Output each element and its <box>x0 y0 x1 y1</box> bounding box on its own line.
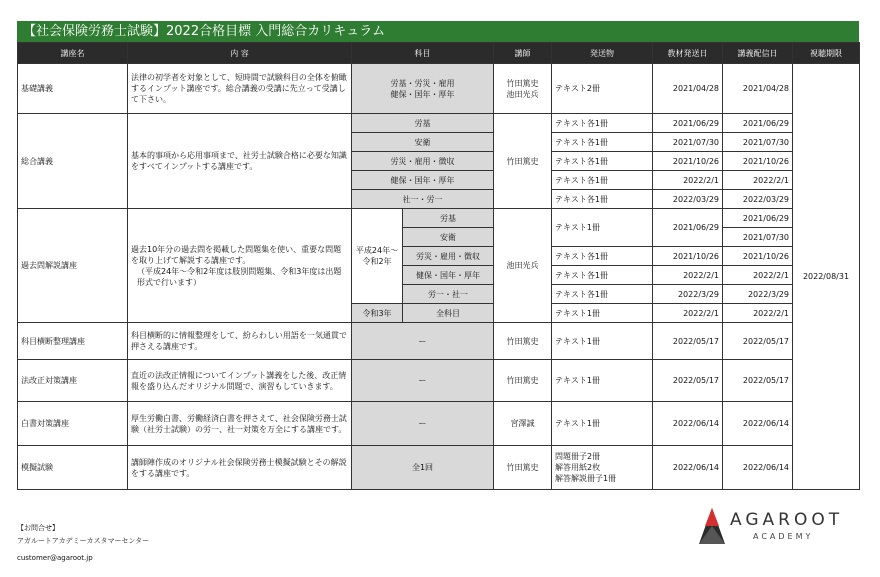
shipment-line: 解答解説冊子1冊 <box>555 474 617 483</box>
ship-date-cell: 2021/06/29 <box>653 209 723 247</box>
subject-cell: 全1回 <box>352 446 494 490</box>
course-description: 科目横断的に情報整理をして、紛らわしい用語を一気通貫で押さえる講座です。 <box>128 323 352 360</box>
shipment-cell: テキスト1冊 <box>552 402 653 446</box>
subject-cell: ー <box>352 402 494 446</box>
table-row <box>18 209 860 228</box>
release-date-cell: 2021/04/28 <box>723 64 793 114</box>
teacher-name: 竹田篤史 <box>494 446 552 490</box>
contact-heading: 【お問合せ】 <box>17 524 59 532</box>
course-description: 基本的事項から応用事項まで、社労士試験合格に必要な知識をすべてインプットする講座です。 <box>128 114 352 209</box>
header-shipment: 発送物 <box>552 43 653 64</box>
shipment-cell: テキスト各1冊 <box>552 171 653 190</box>
release-date-cell: 2021/06/29 <box>723 209 793 228</box>
ship-date-cell: 2022/06/14 <box>653 446 723 490</box>
description-line: 過去10年分の過去問を掲載した問題集を使い、重要な問題を取り上げて解説する講座です。 <box>131 244 342 265</box>
subject-cell: 労基 <box>403 209 494 228</box>
shipment-cell: テキスト各1冊 <box>552 133 653 152</box>
subject-cell: ー <box>352 360 494 402</box>
shipment-cell: テキスト各1冊 <box>552 247 653 266</box>
release-date-cell: 2022/05/17 <box>723 323 793 360</box>
subject-cell: 安衛 <box>352 133 494 152</box>
course-description: 法律の初学者を対象として、短時間で試験科目の全体を俯瞰するインプット講座です。総合講義の受講に先立って受講して下さい。 <box>128 64 352 114</box>
shipment-cell: テキスト各1冊 <box>552 152 653 171</box>
teacher-name: 竹田篤史 <box>494 360 552 402</box>
course-description: 厚生労働白書、労働経済白書を押さえて、社会保険労務士試験（社労士試験）の労一、社一対策を万全にする講座です。 <box>128 402 352 446</box>
logo-triangle-icon <box>697 506 727 546</box>
release-date-cell: 2022/06/14 <box>723 402 793 446</box>
shipment-cell: テキスト1冊 <box>552 323 653 360</box>
subject-cell: 健保・国年・厚年 <box>352 171 494 190</box>
teacher-name: 竹田篤史 <box>494 114 552 209</box>
release-date-cell: 2021/06/29 <box>723 114 793 133</box>
course-name: 模擬試験 <box>18 446 128 490</box>
course-description: 直近の法改正情報についてインプット講義をした後、改正情報を盛り込んだオリジナル問題で、演習もしていきます。 <box>128 360 352 402</box>
ship-date-cell: 2022/2/1 <box>653 304 723 323</box>
subject-cell <box>352 64 494 114</box>
teacher-name: 竹田篤史 <box>494 323 552 360</box>
logo-sub: ACADEMY <box>753 532 814 541</box>
subject-cell: 労災・雇用・徴収 <box>403 247 494 266</box>
subject-line: 労基・労災・雇用 <box>390 78 455 88</box>
period-label: 平成24年～令和2年 <box>352 209 403 304</box>
table-row <box>18 402 860 446</box>
ship-date-cell: 2022/05/17 <box>653 323 723 360</box>
teacher-name: 宮澤誠 <box>494 402 552 446</box>
ship-date-cell: 2021/10/26 <box>653 247 723 266</box>
table-row <box>18 64 860 114</box>
table-row <box>18 360 860 402</box>
release-date-cell: 2021/07/30 <box>723 133 793 152</box>
course-name: 基礎講義 <box>18 64 128 114</box>
logo-brand: AGAROOT <box>730 510 844 530</box>
shipment-line: 解答用紙2枚 <box>555 463 601 472</box>
teacher-name: 池田光兵 <box>494 209 552 323</box>
release-date-cell: 2022/03/29 <box>723 190 793 209</box>
ship-date-cell: 2022/03/29 <box>653 190 723 209</box>
course-name: 法改正対策講座 <box>18 360 128 402</box>
ship-date-cell: 2021/10/26 <box>653 152 723 171</box>
ship-date-cell: 2021/04/28 <box>653 64 723 114</box>
shipment-cell: テキスト1冊 <box>552 304 653 323</box>
teacher-cell <box>494 64 552 114</box>
table-header-row <box>18 43 860 64</box>
agaroot-logo <box>697 504 847 556</box>
table-row <box>18 114 860 133</box>
subject-cell: 全科目 <box>403 304 494 323</box>
shipment-cell: テキスト各1冊 <box>552 285 653 304</box>
viewing-period: 2022/08/31 <box>793 64 860 490</box>
course-name: 総合講義 <box>18 114 128 209</box>
table-row <box>18 323 860 360</box>
subject-cell: 社一・労一 <box>352 190 494 209</box>
subject-cell: ー <box>352 323 494 360</box>
header-period: 視聴期限 <box>793 43 860 64</box>
shipment-cell <box>552 446 653 490</box>
release-date-cell: 2022/3/29 <box>723 285 793 304</box>
shipment-cell: テキスト各1冊 <box>552 114 653 133</box>
header-course: 講座名 <box>18 43 128 64</box>
ship-date-cell: 2022/05/17 <box>653 360 723 402</box>
release-date-cell: 2022/2/1 <box>723 266 793 285</box>
description-note: （平成24年～令和2年度は肢別問題集、令和3年度は出題形式で行います） <box>137 266 342 287</box>
release-date-cell: 2022/2/1 <box>723 304 793 323</box>
release-date-cell: 2022/2/1 <box>723 171 793 190</box>
shipment-cell: テキスト1冊 <box>552 360 653 402</box>
shipment-cell: テキスト各1冊 <box>552 190 653 209</box>
table-row <box>18 446 860 490</box>
page-title: 【社会保険労務士試験】2022合格目標 入門総合カリキュラム <box>17 21 859 42</box>
teacher-name: 池田光兵 <box>506 89 539 99</box>
release-date-cell: 2021/10/26 <box>723 152 793 171</box>
ship-date-cell: 2022/2/1 <box>653 171 723 190</box>
shipment-cell: テキスト2冊 <box>552 64 653 114</box>
release-date-cell: 2022/05/17 <box>723 360 793 402</box>
ship-date-cell: 2021/06/29 <box>653 114 723 133</box>
contact-center: アガルートアカデミーカスタマーセンター <box>17 537 150 545</box>
header-teacher: 講師 <box>494 43 552 64</box>
header-release-date: 講義配信日 <box>723 43 793 64</box>
subject-line: 健保・国年・厚年 <box>390 89 455 99</box>
course-description <box>128 209 352 323</box>
teacher-name: 竹田篤史 <box>506 78 539 88</box>
release-date-cell: 2021/10/26 <box>723 247 793 266</box>
subject-cell: 労一・社一 <box>403 285 494 304</box>
period-label: 令和3年 <box>352 304 403 323</box>
subject-cell: 労基 <box>352 114 494 133</box>
shipment-cell: テキスト各1冊 <box>552 266 653 285</box>
subject-cell: 健保・国年・厚年 <box>403 266 494 285</box>
release-date-cell: 2021/07/30 <box>723 228 793 247</box>
shipment-cell: テキスト1冊 <box>552 209 653 247</box>
shipment-line: 問題冊子2冊 <box>555 452 601 461</box>
subject-cell: 労災・雇用・徴収 <box>352 152 494 171</box>
header-subject: 科目 <box>352 43 494 64</box>
ship-date-cell: 2022/3/29 <box>653 285 723 304</box>
curriculum-table <box>17 42 860 490</box>
ship-date-cell: 2022/2/1 <box>653 266 723 285</box>
course-name: 過去問解説講座 <box>18 209 128 323</box>
header-content: 内 容 <box>128 43 352 64</box>
contact-email[interactable]: customer@agaroot.jp <box>17 554 93 562</box>
ship-date-cell: 2022/06/14 <box>653 402 723 446</box>
course-name: 科目横断整理講座 <box>18 323 128 360</box>
header-ship-date: 教材発送日 <box>653 43 723 64</box>
release-date-cell: 2022/06/14 <box>723 446 793 490</box>
course-name: 白書対策講座 <box>18 402 128 446</box>
course-description: 講師陣作成のオリジナル社会保険労務士模擬試験とその解説をする講座です。 <box>128 446 352 490</box>
ship-date-cell: 2021/07/30 <box>653 133 723 152</box>
subject-cell: 安衛 <box>403 228 494 247</box>
